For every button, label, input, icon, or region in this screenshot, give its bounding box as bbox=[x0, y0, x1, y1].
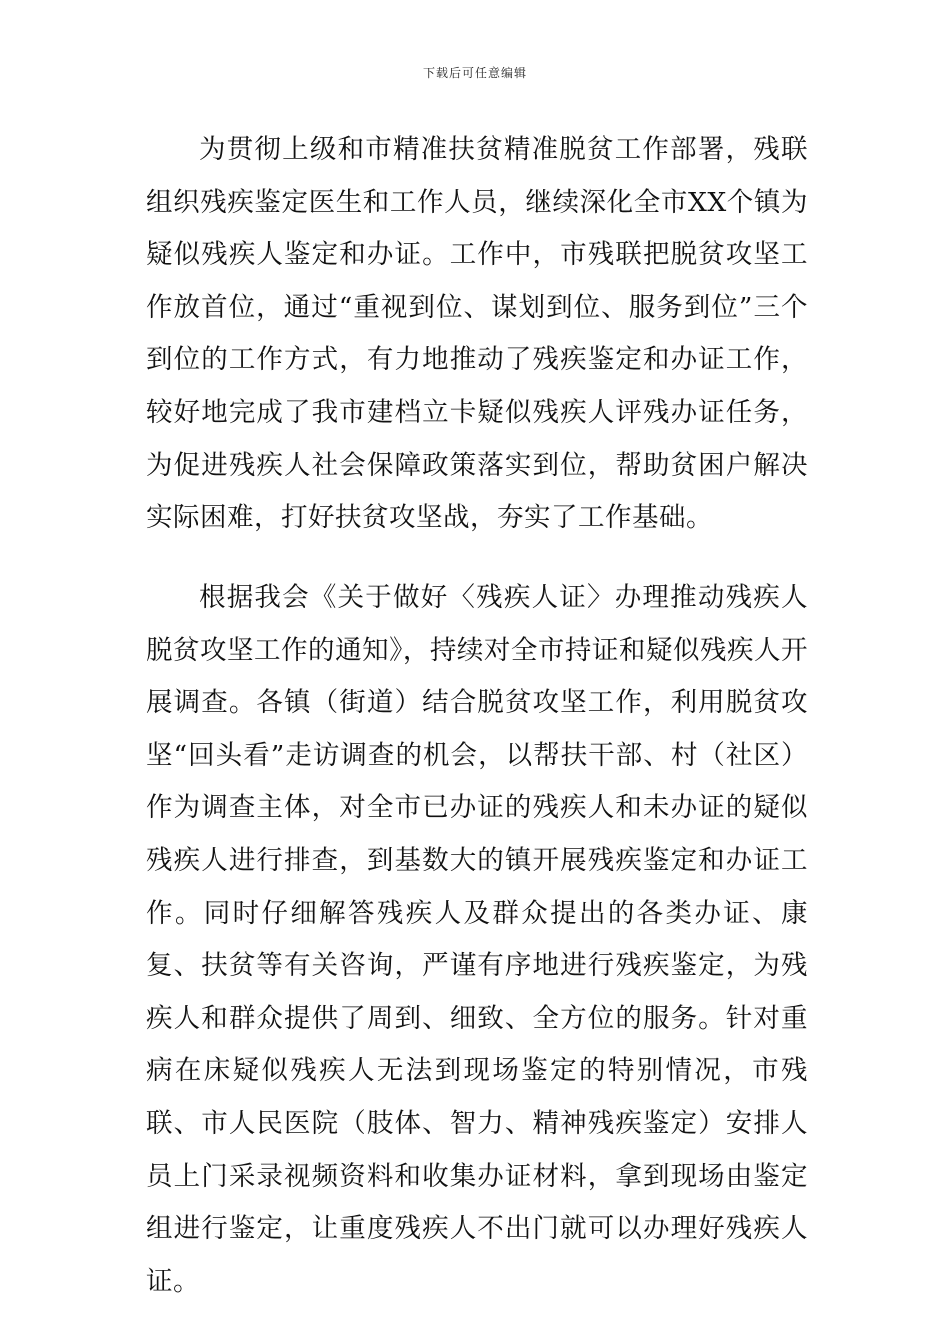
body-paragraph-2: 根据我会《关于做好〈残疾人证〉办理推动残疾人脱贫攻坚工作的通知》，持续对全市持证和疑似残疾人开展调查。各镇（街道）结合脱贫攻坚工作，利用脱贫攻坚“回头看”走访调查的机会，以帮扶干部、村（社区）作为调查主体，对全市已办证的残疾人和未办证的疑似残疾人进行排查，到基数大的镇开展残疾鉴定和办证工作。同时仔细解答残疾人及群众提出的各类办证、康复、扶贫等有关咨询，严谨有序地进行残疾鉴定，为残疾人和群众提供了周到、细致、全方位的服务。针对重病在床疑似残疾人无法到现场鉴定的特别情况，市残联、市人民医院（肢体、智力、精神残疾鉴定）安排人员上门采录视频资料和收集办证材料，拿到现场由鉴定组进行鉴定，让重度残疾人不出门就可以办理好残疾人证。 bbox=[146, 582, 808, 1297]
header-note: 下载后可任意编辑 bbox=[422, 66, 527, 80]
body-paragraph-1: 为贯彻上级和市精准扶贫精准脱贫工作部署，残联组织残疾鉴定医生和工作人员，继续深化全市XX个镇为疑似残疾人鉴定和办证。工作中，市残联把脱贫攻坚工作放首位，通过“重视到位、谋划到位、服务到位”三个到位的工作方式，有力地推动了残疾鉴定和办证工作，较好地完成了我市建档立卡疑似残疾人评残办证任务，为促进残疾人社会保障政策落实到位，帮助贫困户解决实际困难，打好扶贫攻坚战，夯实了工作基础。 bbox=[146, 134, 808, 534]
